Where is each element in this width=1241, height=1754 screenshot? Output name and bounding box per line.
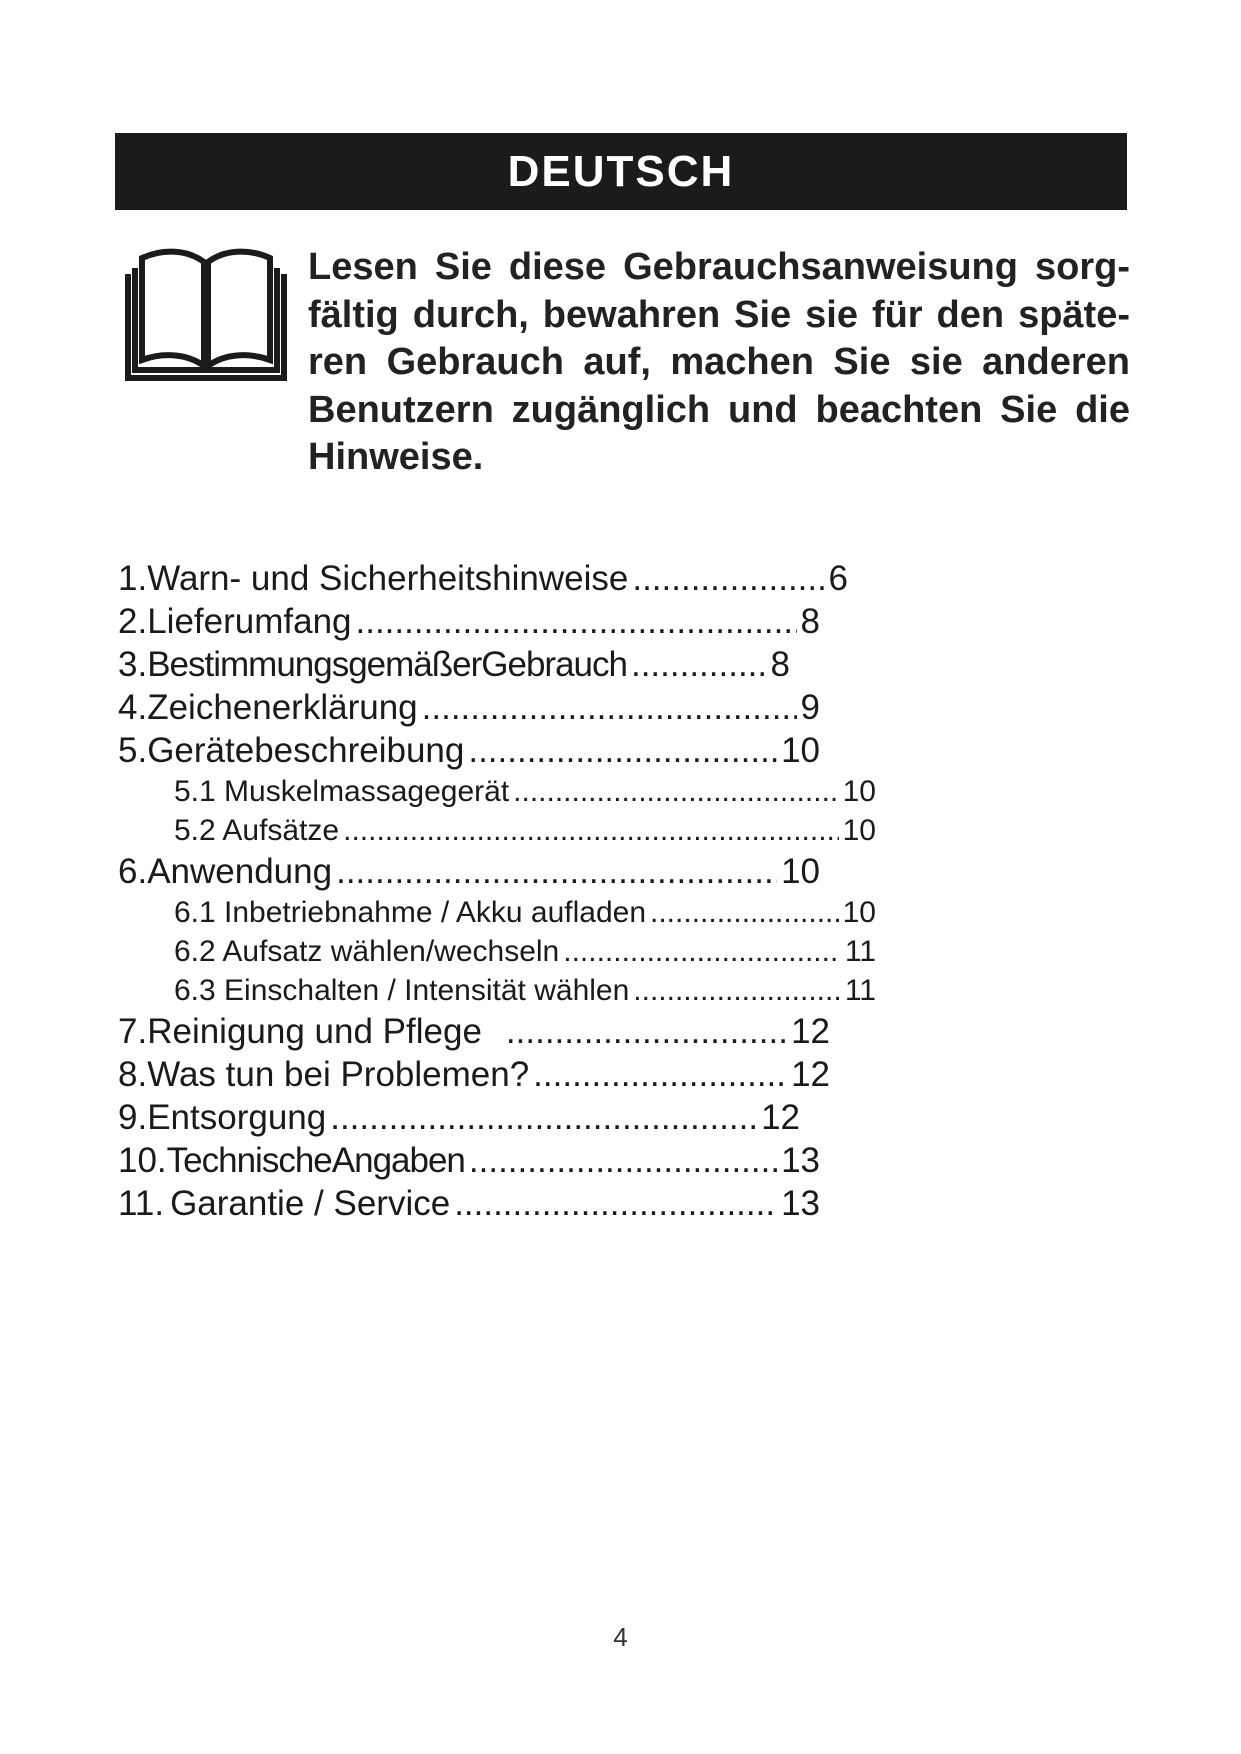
toc-number: 1. — [118, 559, 148, 598]
book-icon — [124, 244, 288, 384]
toc-number: 3. — [118, 645, 148, 684]
toc-label: Gerätebeschreibung — [147, 731, 465, 770]
toc-page: 8 — [770, 645, 790, 684]
toc-number: 11. — [118, 1184, 165, 1223]
toc-leader — [468, 729, 777, 772]
toc-leader — [650, 893, 839, 932]
toc-entry[interactable] — [118, 729, 820, 772]
toc-page: 10 — [842, 896, 876, 929]
toc-leader — [506, 1010, 787, 1053]
toc-leader — [336, 850, 777, 893]
toc-leader — [631, 643, 767, 686]
toc-label: Zeichenerklärung — [147, 688, 418, 727]
toc-leader — [533, 1053, 787, 1096]
toc-entry[interactable] — [118, 1010, 830, 1053]
toc-entry[interactable] — [118, 1182, 820, 1225]
toc-number: 6. — [118, 852, 148, 891]
toc-label: BestimmungsgemäßerGebrauch — [147, 645, 627, 684]
toc-number: 10. — [118, 1141, 167, 1180]
toc-label: Anwendung — [147, 852, 333, 891]
toc-leader — [330, 1096, 757, 1139]
toc-page: 11 — [844, 935, 876, 968]
toc-page: 8 — [800, 602, 820, 641]
toc-page: 13 — [781, 1141, 820, 1180]
language-title: DEUTSCH — [507, 146, 735, 196]
toc-page: 10 — [842, 775, 876, 808]
toc-number: 2. — [118, 602, 148, 641]
toc-leader — [422, 686, 797, 729]
toc-number: 5. — [118, 731, 148, 770]
toc-subentry[interactable] — [118, 811, 876, 850]
toc-entry[interactable] — [118, 686, 820, 729]
toc-label: Reinigung und Pflege — [147, 1012, 482, 1051]
toc-label: 6.2 Aufsatz wählen/wechseln — [174, 935, 560, 968]
toc-entry[interactable] — [118, 643, 790, 686]
toc-label: Entsorgung — [147, 1098, 327, 1137]
toc-leader — [343, 811, 839, 850]
toc-label: TechnischeAngaben — [166, 1141, 465, 1180]
toc-label: Lieferumfang — [147, 602, 352, 641]
toc-entry[interactable] — [118, 850, 820, 893]
intro-line: Hinweise. — [308, 436, 484, 478]
table-of-contents — [118, 557, 876, 1225]
toc-label: Warn- und Sicherheitshinweise — [147, 559, 629, 598]
intro-line: ren Gebrauch auf, machen Sie sie anderen — [308, 341, 1130, 383]
toc-number: 9. — [118, 1098, 148, 1137]
intro-line: fältig durch, bewahren Sie sie für den späte- — [308, 293, 1130, 336]
toc-leader — [563, 932, 841, 971]
toc-number: 8. — [118, 1055, 148, 1094]
page-number: 4 — [613, 1622, 628, 1652]
intro-line: Benutzern zugänglich und beachten Sie die — [308, 388, 1130, 431]
toc-label: 5.2 Aufsätze — [174, 814, 340, 847]
toc-entry[interactable] — [118, 600, 820, 643]
toc-leader — [633, 971, 841, 1010]
toc-entry[interactable] — [118, 1053, 830, 1096]
toc-page: 10 — [781, 731, 820, 770]
toc-page: 10 — [842, 814, 876, 847]
toc-label: 5.1 Muskelmassagegerät — [174, 775, 510, 808]
toc-page: 12 — [791, 1012, 830, 1051]
toc-leader — [469, 1139, 777, 1182]
toc-page: 11 — [844, 974, 876, 1007]
toc-subentry[interactable] — [118, 772, 876, 811]
toc-number: 4. — [118, 688, 148, 727]
toc-leader — [454, 1182, 777, 1225]
intro-text — [308, 244, 1130, 482]
toc-leader — [356, 600, 797, 643]
toc-label: Garantie / Service — [170, 1184, 451, 1223]
toc-page: 9 — [800, 688, 820, 727]
toc-page: 6 — [828, 559, 848, 598]
toc-subentry[interactable] — [118, 893, 876, 932]
toc-entry[interactable] — [118, 1096, 800, 1139]
intro-line: Lesen Sie diese Gebrauchsanweisung sorg- — [308, 246, 1130, 288]
toc-number: 7. — [118, 1012, 148, 1051]
toc-leader — [632, 557, 824, 600]
toc-page: 10 — [781, 852, 820, 891]
toc-leader — [513, 772, 838, 811]
toc-page: 13 — [781, 1184, 820, 1223]
toc-entry[interactable] — [118, 557, 848, 600]
toc-entry[interactable] — [118, 1139, 820, 1182]
toc-label: 6.3 Einschalten / Intensität wählen — [174, 974, 630, 1007]
language-header — [115, 133, 1127, 210]
toc-subentry[interactable] — [118, 971, 876, 1010]
toc-page: 12 — [761, 1098, 800, 1137]
toc-page: 12 — [791, 1055, 830, 1094]
toc-label: 6.1 Inbetriebnahme / Akku aufladen — [174, 896, 647, 929]
toc-subentry[interactable] — [118, 932, 876, 971]
toc-label: Was tun bei Problemen? — [147, 1055, 530, 1094]
